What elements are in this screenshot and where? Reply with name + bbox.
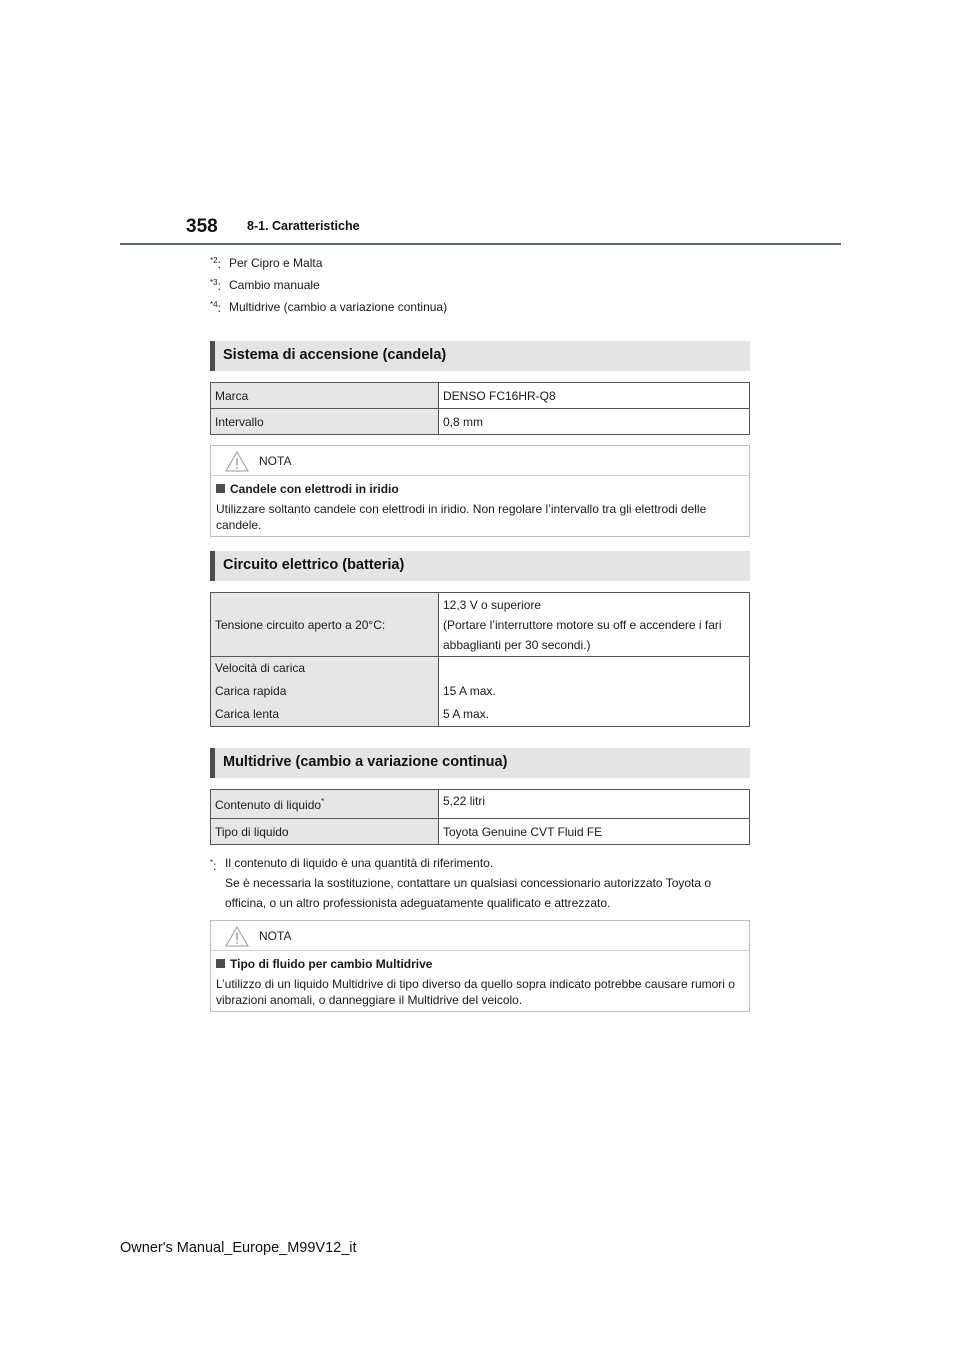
note-body [211, 476, 749, 539]
footnote-text: Per Cipro e Malta [229, 256, 323, 270]
footnote-text: Multidrive (cambio a variazione continua) [229, 300, 448, 314]
note-header [211, 921, 749, 951]
footnote-mark: *3 [210, 278, 218, 287]
bullet-square-icon [216, 484, 225, 493]
section-heading-multidrive [210, 748, 750, 778]
section-heading-ignition [210, 341, 750, 371]
note-title-text: Candele con elettrodi in iridio [230, 482, 399, 496]
table-row [211, 409, 750, 435]
voltage-line: abbaglianti per 30 secondi.) [443, 637, 591, 652]
table-key: Tensione circuito aperto a 20°C: [211, 593, 439, 657]
footer-manual-id: Owner's Manual_Europe_M99V12_it [120, 1240, 357, 1256]
warning-triangle-icon [225, 451, 249, 472]
footnote-text [225, 853, 711, 913]
table-row [211, 657, 750, 727]
note-title [216, 956, 744, 972]
table-value: DENSO FC16HR-Q8 [439, 383, 750, 409]
warning-triangle-icon [225, 926, 249, 947]
table-value: 5,22 litri [439, 790, 750, 819]
note-body [211, 951, 749, 1014]
header-divider [120, 243, 841, 245]
voltage-line: (Portare l’interruttore motore su off e accendere i fari [443, 617, 722, 632]
battery-table [210, 592, 750, 727]
table-row [211, 383, 750, 409]
footnote-line: Il contenuto di liquido è una quantità di riferimento. [225, 856, 494, 870]
table-key: Intervallo [211, 409, 439, 435]
footnote-line: officina, o un altro professionista adeguatamente qualificato e attrezzato. [225, 896, 611, 910]
capacity-key: Contenuto di liquido [215, 797, 322, 812]
note-label: NOTA [259, 929, 292, 943]
multidrive-table [210, 789, 750, 845]
footnote-line: Se è necessaria la sostituzione, contattare un qualsiasi concessionario autorizzato Toyota o [225, 876, 712, 890]
charge-heading-blank [443, 657, 745, 680]
footnote-mark: *4 [210, 300, 218, 309]
note-box-multidrive-fluid [210, 920, 750, 1012]
charge-slow-key: Carica lenta [215, 707, 280, 721]
footnote-text: Cambio manuale [229, 278, 320, 292]
table-value [439, 657, 750, 727]
table-key [211, 790, 439, 819]
table-row [211, 790, 750, 819]
table-row [211, 593, 750, 657]
charge-fast-value: 15 A max. [443, 684, 496, 698]
footnote-3: $^{*3}$: Cambio manuale [210, 278, 320, 293]
note-header [211, 446, 749, 476]
section-heading-battery [210, 551, 750, 581]
section-heading-text: Circuito elettrico (batteria) [223, 557, 405, 573]
page-number: 358 [186, 216, 218, 237]
table-key: Tipo di liquido [211, 819, 439, 845]
section-heading-text: Sistema di accensione (candela) [223, 347, 447, 363]
note-box-spark-plugs [210, 445, 750, 537]
table-key [211, 657, 439, 727]
voltage-line: 12,3 V o superiore [443, 597, 542, 612]
note-text: Utilizzare soltanto candele con elettrodi in iridio. Non regolare l’intervallo tra gli elettrodi delle candele. [216, 502, 707, 532]
note-text: L’utilizzo di un liquido Multidrive di tipo diverso da quello sopra indicato potrebbe causare rumori o vibrazioni anomali, o danneggiare il Multidrive del veicolo. [216, 977, 735, 1007]
table-value: Toyota Genuine CVT Fluid FE [439, 819, 750, 845]
table-row [211, 819, 750, 845]
table-value [439, 593, 750, 657]
note-label: NOTA [259, 454, 292, 468]
capacity-mark: * [321, 796, 325, 806]
table-value: 0,8 mm [439, 409, 750, 435]
ignition-table [210, 382, 750, 435]
footnote-capacity: *: Il contenuto di liquido è una quantità di riferimento. Se è necessaria la sostituzione, contattare un qualsiasi concessionario autorizzato Toyota o officina, o un altro professionista adeguatamente qualificato e attrezzato. [210, 853, 216, 876]
note-title-text: Tipo di fluido per cambio Multidrive [230, 957, 433, 971]
charge-slow-value: 5 A max. [443, 707, 490, 721]
note-title [216, 481, 744, 497]
footnote-2: $^{*2}$: Per Cipro e Malta [210, 256, 323, 271]
table-key: Marca [211, 383, 439, 409]
footnote-mark: *2 [210, 256, 218, 265]
footnote-4: $^{*4}$: Multidrive (cambio a variazione continua) [210, 300, 448, 315]
charge-heading: Velocità di carica [215, 661, 306, 675]
charge-fast-key: Carica rapida [215, 684, 287, 698]
bullet-square-icon [216, 959, 225, 968]
section-heading-text: Multidrive (cambio a variazione continua) [223, 754, 508, 770]
section-title: 8-1. Caratteristiche [247, 219, 360, 233]
footnote-mark: * [210, 858, 214, 867]
